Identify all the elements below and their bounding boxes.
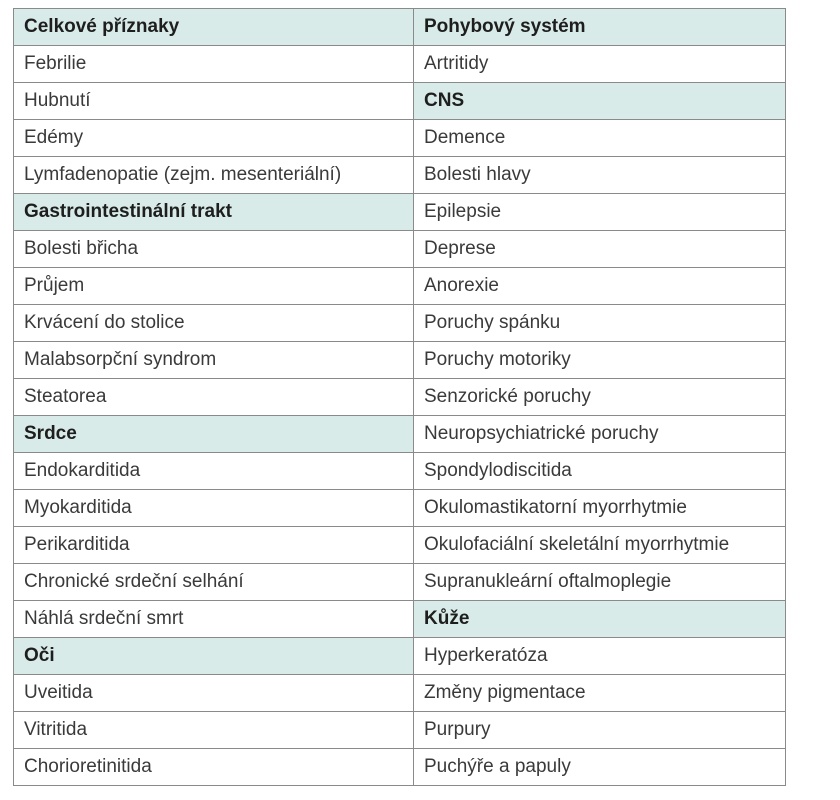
table-cell: Chorioretinitida	[14, 749, 414, 786]
table-cell: Spondylodiscitida	[414, 453, 786, 490]
table-cell: Edémy	[14, 120, 414, 157]
table-cell: Náhlá srdeční smrt	[14, 601, 414, 638]
table-cell: Purpury	[414, 712, 786, 749]
table-cell: Puchýře a papuly	[414, 749, 786, 786]
table-row	[14, 564, 786, 601]
table-row	[14, 527, 786, 564]
table-cell: Průjem	[14, 268, 414, 305]
table-row	[14, 379, 786, 416]
table-cell: Lymfadenopatie (zejm. mesenteriální)	[14, 157, 414, 194]
table-cell: Okulofaciální skeletální myorrhytmie	[414, 527, 786, 564]
table-row	[14, 194, 786, 231]
table-cell: Anorexie	[414, 268, 786, 305]
table-row	[14, 46, 786, 83]
table-row	[14, 157, 786, 194]
table-row	[14, 305, 786, 342]
table-row	[14, 749, 786, 786]
table-row	[14, 231, 786, 268]
table-cell: Poruchy motoriky	[414, 342, 786, 379]
table-cell: Demence	[414, 120, 786, 157]
section-header-cell: Srdce	[14, 416, 414, 453]
table-cell: Endokarditida	[14, 453, 414, 490]
table-cell: Poruchy spánku	[414, 305, 786, 342]
table-cell: Vitritida	[14, 712, 414, 749]
table-cell: Malabsorpční syndrom	[14, 342, 414, 379]
table-cell: Febrilie	[14, 46, 414, 83]
table-row	[14, 83, 786, 120]
table-row	[14, 675, 786, 712]
table-cell: Bolesti břicha	[14, 231, 414, 268]
table-cell: Změny pigmentace	[414, 675, 786, 712]
table-row	[14, 120, 786, 157]
section-header-cell: Kůže	[414, 601, 786, 638]
table-cell: Chronické srdeční selhání	[14, 564, 414, 601]
table-row	[14, 416, 786, 453]
table-cell: Steatorea	[14, 379, 414, 416]
symptoms-table	[13, 8, 786, 786]
table-row	[14, 9, 786, 46]
table-cell: Myokarditida	[14, 490, 414, 527]
table-cell: Okulomastikatorní myorrhytmie	[414, 490, 786, 527]
table-cell: Uveitida	[14, 675, 414, 712]
table-row	[14, 490, 786, 527]
table-cell: Bolesti hlavy	[414, 157, 786, 194]
section-header-cell: CNS	[414, 83, 786, 120]
table-cell: Hyperkeratóza	[414, 638, 786, 675]
section-header-cell: Gastrointestinální trakt	[14, 194, 414, 231]
table-row	[14, 601, 786, 638]
section-header-cell: Pohybový systém	[414, 9, 786, 46]
table-cell: Artritidy	[414, 46, 786, 83]
section-header-cell: Oči	[14, 638, 414, 675]
table-row	[14, 638, 786, 675]
table-row	[14, 453, 786, 490]
table-row	[14, 342, 786, 379]
table-cell: Hubnutí	[14, 83, 414, 120]
table-cell: Perikarditida	[14, 527, 414, 564]
table-cell: Krvácení do stolice	[14, 305, 414, 342]
table-row	[14, 712, 786, 749]
table-row	[14, 268, 786, 305]
symptoms-table-container	[13, 8, 785, 786]
table-cell: Senzorické poruchy	[414, 379, 786, 416]
table-cell: Deprese	[414, 231, 786, 268]
table-cell: Neuropsychiatrické poruchy	[414, 416, 786, 453]
table-cell: Epilepsie	[414, 194, 786, 231]
section-header-cell: Celkové příznaky	[14, 9, 414, 46]
symptoms-table-body	[14, 9, 786, 786]
table-cell: Supranukleární oftalmoplegie	[414, 564, 786, 601]
